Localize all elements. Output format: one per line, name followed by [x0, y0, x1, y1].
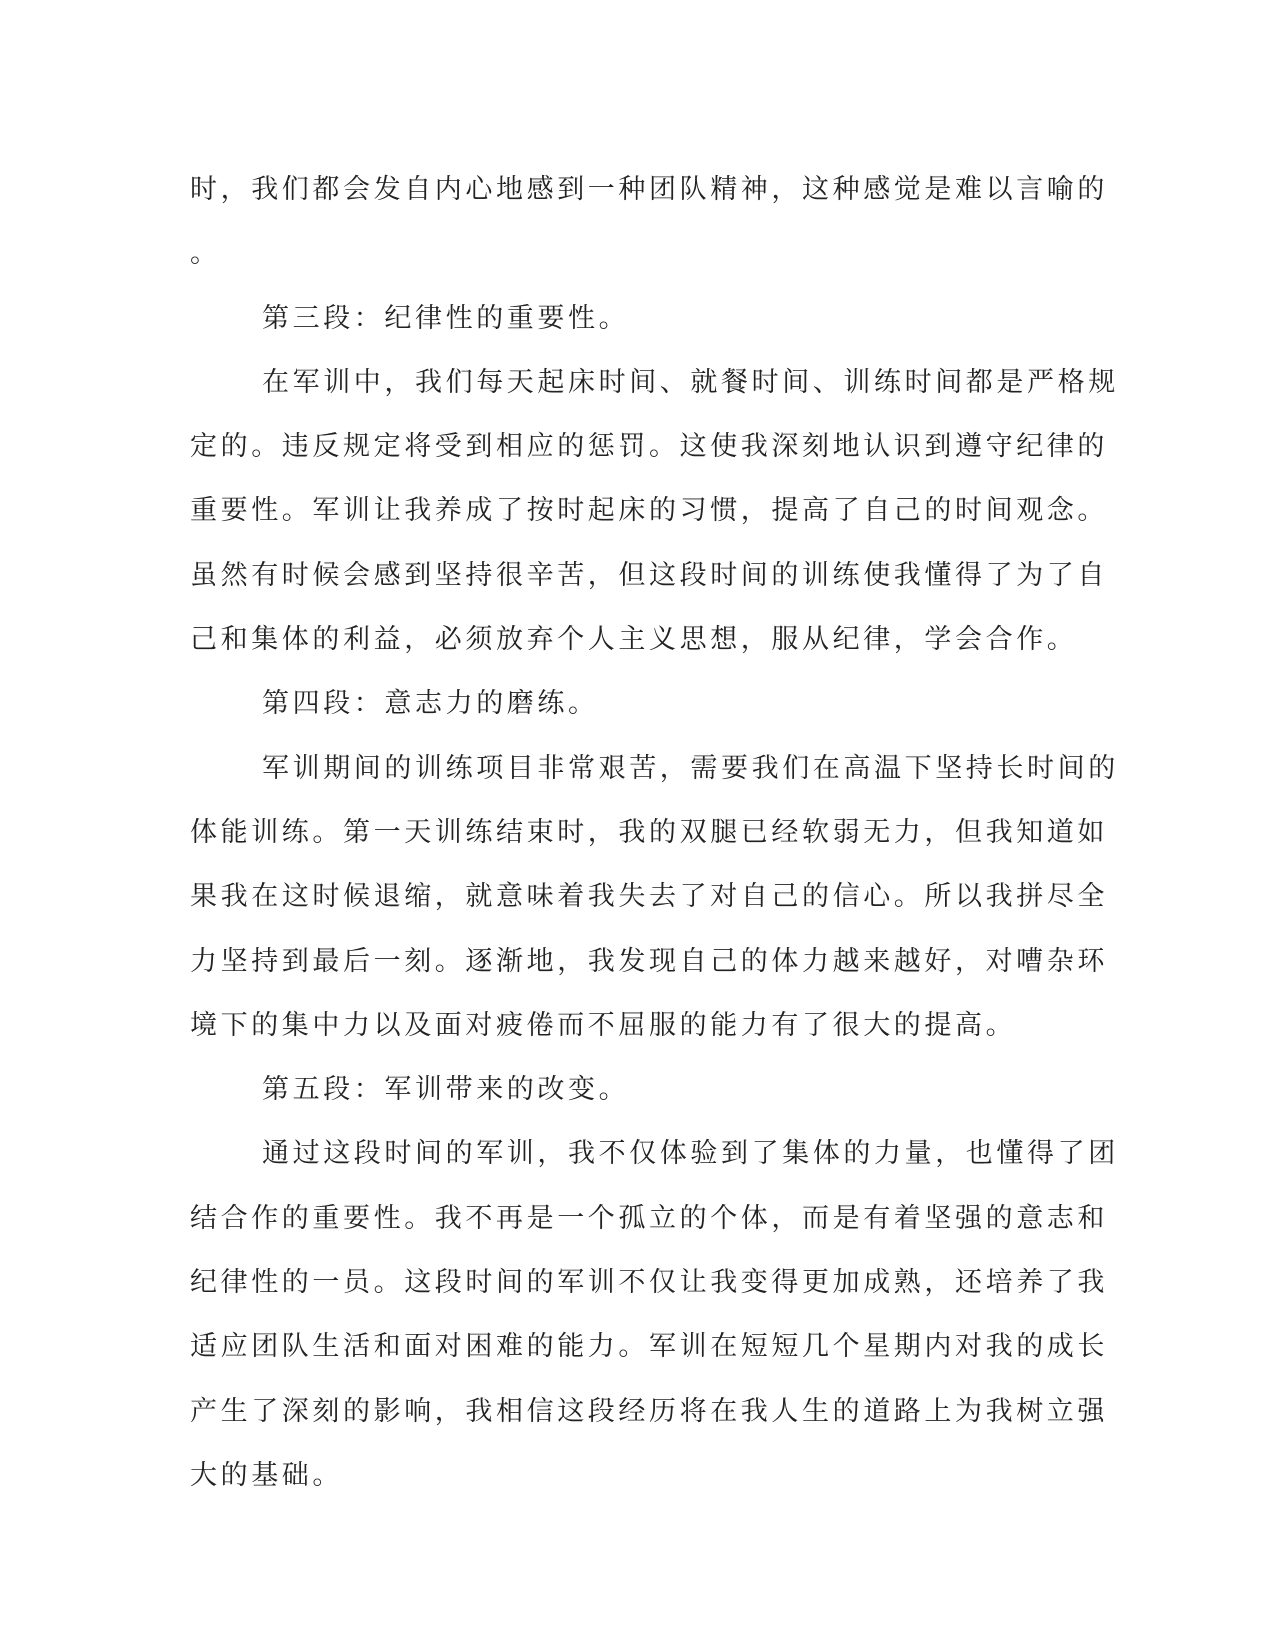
- text-line: 结合作的重要性。我不再是一个孤立的个体，而是有着坚强的意志和: [190, 1202, 1108, 1234]
- document-body: [190, 158, 1119, 1508]
- section-heading-3: 第三段：纪律性的重要性。: [262, 302, 630, 334]
- text-line: 产生了深刻的影响，我相信这段经历将在我人生的道路上为我树立强: [190, 1395, 1108, 1427]
- section-heading-5: 第五段：军训带来的改变。: [262, 1074, 630, 1106]
- paragraph-start: 通过这段时间的军训，我不仅体验到了集体的力量，也懂得了团: [262, 1138, 1119, 1170]
- text-line: 力坚持到最后一刻。逐渐地，我发现自己的体力越来越好，对嘈杂环: [190, 945, 1108, 977]
- text-line: 时，我们都会发自内心地感到一种团队精神，这种感觉是难以言喻的: [190, 174, 1108, 205]
- text-line: 重要性。军训让我养成了按时起床的习惯，提高了自己的时间观念。: [190, 495, 1108, 527]
- section-heading-4: 第四段：意志力的磨练。: [262, 688, 599, 720]
- text-line: 己和集体的利益，必须放弃个人主义思想，服从纪律，学会合作。: [190, 624, 1078, 656]
- text-line: 果我在这时候退缩，就意味着我失去了对自己的信心。所以我拼尽全: [190, 881, 1108, 913]
- text-line: 适应团队生活和面对困难的能力。军训在短短几个星期内对我的成长: [190, 1331, 1108, 1363]
- text-line: 体能训练。第一天训练结束时，我的双腿已经软弱无力，但我知道如: [190, 816, 1108, 848]
- text-line: 大的基础。: [190, 1459, 343, 1491]
- text-line: 定的。违反规定将受到相应的惩罚。这使我深刻地认识到遵守纪律的: [190, 431, 1108, 463]
- text-line: 境下的集中力以及面对疲倦而不屈服的能力有了很大的提高。: [190, 1009, 1017, 1041]
- text-line: 。: [190, 238, 221, 270]
- paragraph-start: 军训期间的训练项目非常艰苦，需要我们在高温下坚持长时间的: [262, 752, 1119, 784]
- text-line: 纪律性的一员。这段时间的军训不仅让我变得更加成熟，还培养了我: [190, 1267, 1108, 1299]
- paragraph-start: 在军训中，我们每天起床时间、就餐时间、训练时间都是严格规: [262, 366, 1119, 398]
- text-line: 虽然有时候会感到坚持很辛苦，但这段时间的训练使我懂得了为了自: [190, 559, 1108, 591]
